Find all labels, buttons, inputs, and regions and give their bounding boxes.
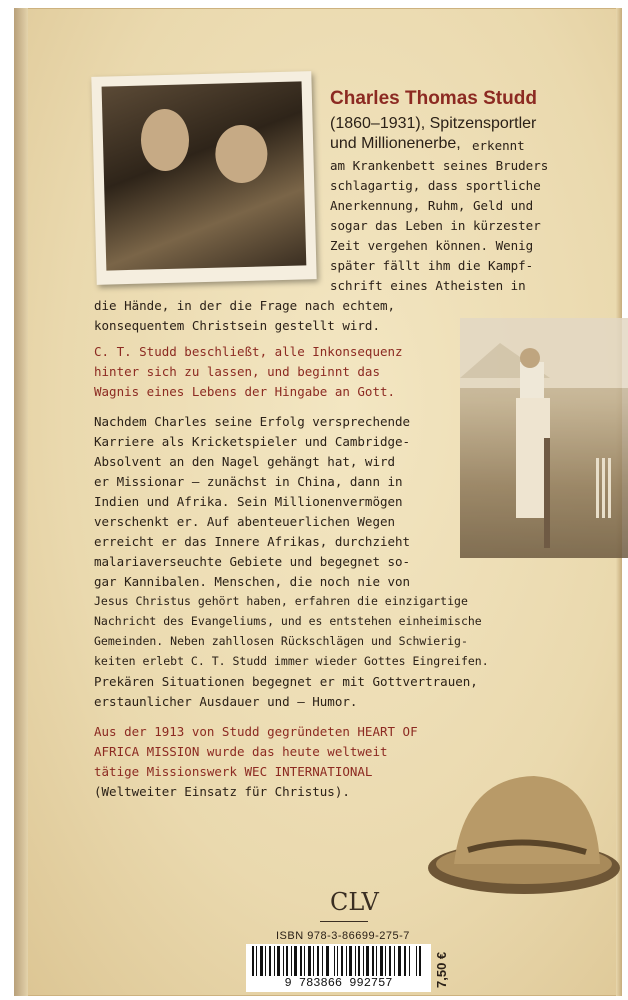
publisher-logo: CLV <box>330 888 379 916</box>
body-line: Gemeinden. Neben zahllosen Rückschlägen und Schwierig- <box>94 634 468 648</box>
subtitle-line: und Millionenerbe, <box>330 135 461 152</box>
pith-helmet-image <box>424 768 620 900</box>
intro-line: am Krankenbett seines Bruders <box>330 158 549 173</box>
body-line: erreicht er das Innere Afrikas, durchzieht <box>94 534 411 549</box>
logo-underline <box>320 921 368 922</box>
highlight-line: tätige Missionswerk WEC INTERNATIONAL <box>94 764 373 779</box>
isbn-label: ISBN 978-3-86699-275-7 <box>276 930 410 942</box>
intro-line: erkennt <box>472 138 525 153</box>
body-line: keiten erlebt C. T. Studd immer wieder Gottes Eingreifen. <box>94 654 489 668</box>
subtitle-line: (1860–1931), Spitzensportler <box>330 115 537 132</box>
body-line: Jesus Christus gehört haben, erfahren die einzigartige <box>94 594 468 608</box>
highlight-line: (Weltweiter Einsatz für Christus). <box>94 784 350 799</box>
body-line: Karriere als Kricketspieler und Cambridge- <box>94 434 411 449</box>
body-line: Indien und Afrika. Sein Millionenvermögen <box>94 494 403 509</box>
cricketer-photo <box>460 318 628 558</box>
intro-line: sogar das Leben in kürzester <box>330 218 541 233</box>
body-line: malariaverseuchte Gebiete und begegnet so- <box>94 554 411 569</box>
highlight-line: AFRICA MISSION wurde das heute weltweit <box>94 744 388 759</box>
book-person-name: Charles Thomas Studd <box>330 88 537 109</box>
book-spine <box>14 8 28 996</box>
intro-line: Zeit vergehen können. Wenig <box>330 238 534 253</box>
intro-line: Anerkennung, Ruhm, Geld und <box>330 198 534 213</box>
highlight-line: Aus der 1913 von Studd gegründeten HEART OF <box>94 724 418 739</box>
intro-line: schlagartig, dass sportliche <box>330 178 541 193</box>
barcode-digits: 9 783866 992757 <box>246 976 431 992</box>
body-line: Nachdem Charles seine Erfolg versprechende <box>94 414 411 429</box>
book-back-cover <box>14 8 622 996</box>
highlight-line: Wagnis eines Lebens der Hingabe an Gott. <box>94 384 396 399</box>
body-line: er Missionar – zunächst in China, dann in <box>94 474 403 489</box>
body-line: gar Kannibalen. Menschen, die noch nie von <box>94 574 411 589</box>
body-line: Absolvent an den Nagel gehängt hat, wird <box>94 454 396 469</box>
intro-line: die Hände, in der die Frage nach echtem, <box>94 298 396 313</box>
intro-line: konsequentem Christsein gestellt wird. <box>94 318 380 333</box>
body-line: erstaunlicher Ausdauer und – Humor. <box>94 694 358 709</box>
portrait-photo <box>91 71 316 285</box>
intro-line: später fällt ihm die Kampf- <box>330 258 534 273</box>
highlight-line: C. T. Studd beschließt, alle Inkonsequenz <box>94 344 403 359</box>
body-line: verschenkt er. Auf abenteuerlichen Wegen <box>94 514 396 529</box>
price-label: 7,50 € <box>434 951 449 988</box>
body-line: Nachricht des Evangeliums, und es entstehen einheimische <box>94 614 482 628</box>
body-line: Prekären Situationen begegnet er mit Gottvertrauen, <box>94 674 478 689</box>
highlight-line: hinter sich zu lassen, und beginnt das <box>94 364 380 379</box>
intro-line: schrift eines Atheisten in <box>330 278 526 293</box>
